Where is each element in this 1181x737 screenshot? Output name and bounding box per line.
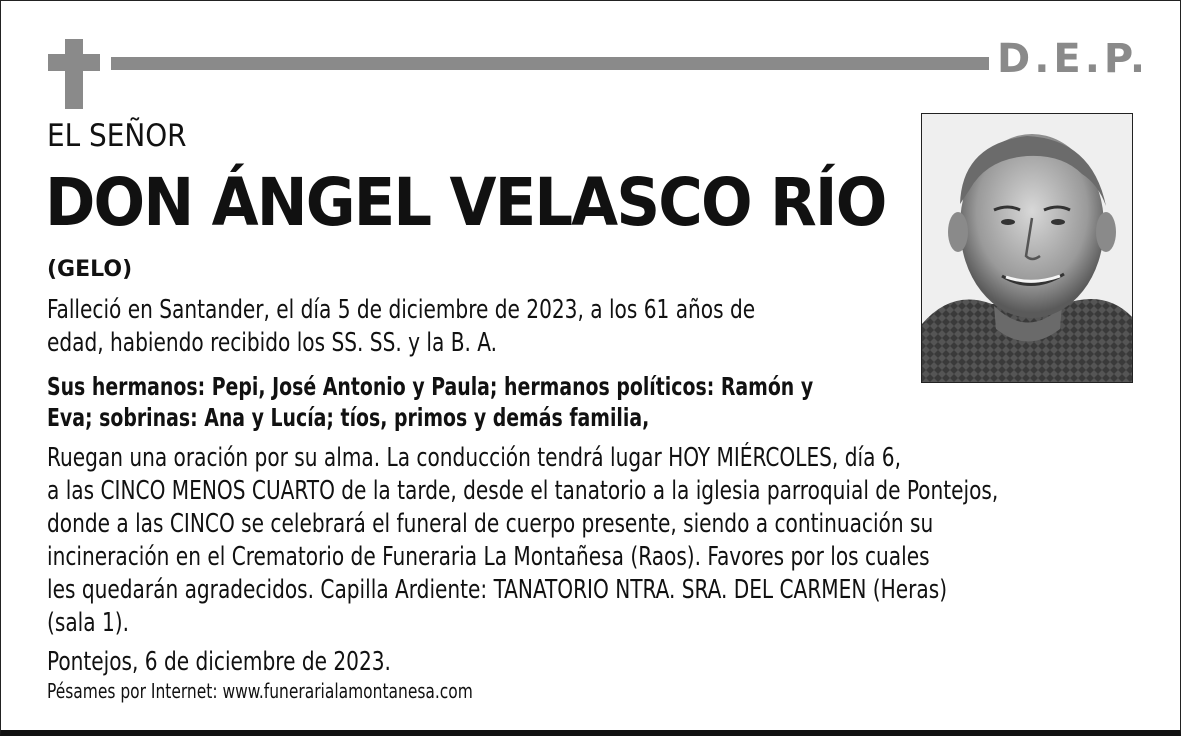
ceremony-line: les quedarán agradecidos. Capilla Ardiente: TANATORIO NTRA. SRA. DEL CARMEN (Heras) — [47, 575, 948, 605]
header-rule — [111, 57, 989, 70]
portrait-illustration — [922, 114, 1133, 383]
ceremony-line: a las CINCO MENOS CUARTO de la tarde, desde el tanatorio a la iglesia parroquial de Pontejos, — [47, 476, 999, 506]
cross-icon-arm — [48, 54, 100, 71]
condolences-link[interactable]: Pésames por Internet: www.funerarialamontanesa.com — [47, 679, 473, 703]
ceremony-line: incineración en el Crematorio de Funeraria La Montañesa (Raos). Favores por los cuales — [47, 542, 930, 572]
cross-icon — [65, 39, 83, 109]
family-list — [47, 371, 813, 433]
deceased-nickname: (GELO) — [47, 257, 133, 282]
death-notice-line: edad, habiendo recibido los SS. SS. y la B. A. — [47, 328, 498, 358]
ceremony-line: donde a las CINCO se celebrará el funeral de cuerpo presente, siendo a continuación su — [47, 509, 934, 539]
portrait-photo — [921, 113, 1133, 383]
ceremony-line: Ruegan una oración por su alma. La conducción tendrá lugar HOY MIÉRCOLES, día 6, — [47, 443, 901, 473]
ceremony-details — [47, 442, 998, 640]
dep-label: D.E.P. — [997, 36, 1150, 82]
place-date: Pontejos, 6 de diciembre de 2023. — [47, 647, 391, 677]
death-notice — [47, 294, 755, 360]
family-list-line: Eva; sobrinas: Ana y Lucía; tíos, primos y demás familia, — [47, 403, 650, 432]
deceased-name: DON ÁNGEL VELASCO RÍO — [45, 164, 886, 241]
honorific-prefix: EL SEÑOR — [47, 118, 187, 154]
ceremony-line: (sala 1). — [47, 608, 129, 638]
family-list-line: Sus hermanos: Pepi, José Antonio y Paula; hermanos políticos: Ramón y — [47, 372, 814, 401]
death-notice-line: Falleció en Santander, el día 5 de diciembre de 2023, a los 61 años de — [47, 295, 756, 325]
